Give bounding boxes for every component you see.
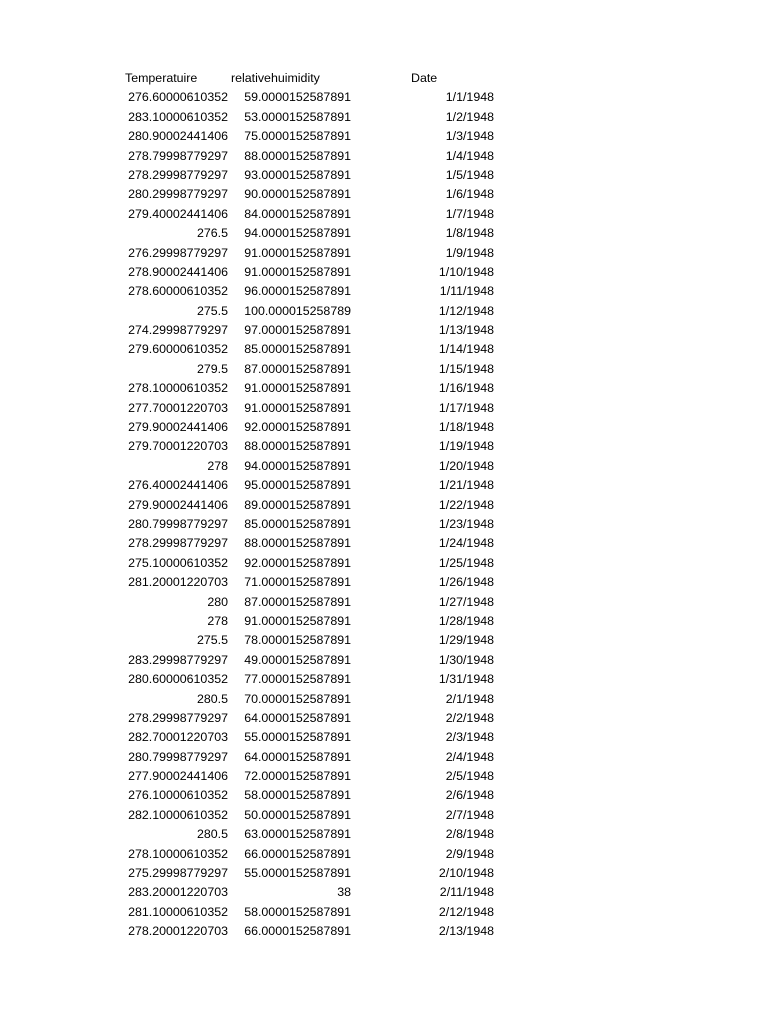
table-row — [0, 437, 768, 456]
cell-date: 1/29/1948 — [438, 633, 494, 648]
cell-temperature: 279.70001220703 — [128, 439, 228, 454]
table-row — [0, 593, 768, 612]
cell-humidity: 78.0000152587891 — [244, 633, 351, 648]
cell-humidity: 88.0000152587891 — [244, 148, 351, 163]
cell-temperature: 276.60000610352 — [128, 90, 228, 105]
cell-humidity: 91.0000152587891 — [244, 264, 351, 279]
cell-temperature: 280.29998779297 — [128, 187, 228, 202]
table-row — [0, 748, 768, 767]
cell-humidity: 91.0000152587891 — [244, 381, 351, 396]
table-row — [0, 903, 768, 922]
cell-date: 2/3/1948 — [445, 730, 494, 745]
cell-temperature: 279.5 — [196, 361, 228, 376]
cell-temperature: 276.29998779297 — [128, 245, 228, 260]
cell-temperature: 281.10000610352 — [128, 904, 228, 919]
table-row — [0, 302, 768, 321]
cell-temperature: 280.60000610352 — [128, 672, 228, 687]
cell-temperature: 278.79998779297 — [128, 148, 228, 163]
cell-date: 1/3/1948 — [445, 129, 494, 144]
cell-temperature: 280.79998779297 — [128, 516, 228, 531]
table-row — [0, 573, 768, 592]
cell-temperature: 276.10000610352 — [128, 788, 228, 803]
cell-temperature: 278.29998779297 — [128, 710, 228, 725]
cell-temperature: 278.10000610352 — [128, 846, 228, 861]
table-row — [0, 845, 768, 864]
cell-temperature: 276.40002441406 — [128, 478, 228, 493]
cell-temperature: 276.5 — [196, 226, 228, 241]
cell-humidity: 94.0000152587891 — [244, 226, 351, 241]
cell-date: 1/26/1948 — [438, 575, 494, 590]
table-row — [0, 127, 768, 146]
cell-humidity: 88.0000152587891 — [244, 536, 351, 551]
cell-temperature: 280.79998779297 — [128, 749, 228, 764]
cell-humidity: 87.0000152587891 — [244, 594, 351, 609]
table-row — [0, 360, 768, 379]
table-row — [0, 515, 768, 534]
cell-date: 1/1/1948 — [445, 90, 494, 105]
cell-humidity: 50.0000152587891 — [244, 807, 351, 822]
cell-temperature: 275.29998779297 — [128, 866, 228, 881]
cell-date: 1/2/1948 — [445, 109, 494, 124]
cell-humidity: 72.0000152587891 — [244, 769, 351, 784]
cell-humidity: 95.0000152587891 — [244, 478, 351, 493]
cell-temperature: 278 — [207, 613, 228, 628]
cell-humidity: 77.0000152587891 — [244, 672, 351, 687]
table-row — [0, 825, 768, 844]
table-row — [0, 612, 768, 631]
table-row — [0, 244, 768, 263]
cell-date: 1/20/1948 — [438, 458, 494, 473]
cell-date: 2/11/1948 — [439, 885, 494, 900]
table-row — [0, 263, 768, 282]
cell-humidity: 90.0000152587891 — [244, 187, 351, 202]
cell-date: 1/16/1948 — [438, 381, 494, 396]
cell-temperature: 274.29998779297 — [128, 323, 228, 338]
table-row — [0, 166, 768, 185]
cell-humidity: 38 — [337, 885, 351, 900]
cell-temperature: 277.70001220703 — [128, 400, 228, 415]
cell-date: 1/12/1948 — [438, 303, 494, 318]
cell-humidity: 100.000015258789 — [244, 303, 351, 318]
table-row — [0, 457, 768, 476]
cell-date: 2/7/1948 — [445, 807, 494, 822]
cell-humidity: 55.0000152587891 — [244, 730, 351, 745]
cell-date: 1/15/1948 — [438, 361, 494, 376]
table-row — [0, 147, 768, 166]
cell-humidity: 92.0000152587891 — [244, 555, 351, 570]
cell-temperature: 283.10000610352 — [128, 109, 228, 124]
header-row — [0, 69, 768, 88]
cell-date: 2/6/1948 — [445, 788, 494, 803]
table-row — [0, 651, 768, 670]
cell-humidity: 89.0000152587891 — [244, 497, 351, 512]
cell-date: 2/10/1948 — [438, 866, 494, 881]
table-row — [0, 883, 768, 902]
cell-date: 1/11/1948 — [439, 284, 494, 299]
cell-humidity: 85.0000152587891 — [244, 342, 351, 357]
table-row — [0, 670, 768, 689]
cell-humidity: 58.0000152587891 — [244, 904, 351, 919]
cell-temperature: 275.5 — [196, 633, 228, 648]
cell-temperature: 278.60000610352 — [128, 284, 228, 299]
cell-humidity: 87.0000152587891 — [244, 361, 351, 376]
cell-humidity: 55.0000152587891 — [244, 866, 351, 881]
cell-date: 1/24/1948 — [438, 536, 494, 551]
cell-humidity: 94.0000152587891 — [244, 458, 351, 473]
cell-temperature: 281.20001220703 — [128, 575, 228, 590]
cell-humidity: 75.0000152587891 — [244, 129, 351, 144]
table-row — [0, 631, 768, 650]
table-row — [0, 340, 768, 359]
cell-humidity: 71.0000152587891 — [244, 575, 351, 590]
cell-date: 2/2/1948 — [445, 710, 494, 725]
header-temperature: Temperatuire — [125, 71, 198, 85]
table-row — [0, 418, 768, 437]
table-row — [0, 379, 768, 398]
table-row — [0, 185, 768, 204]
cell-date: 1/17/1948 — [438, 400, 494, 415]
cell-date: 1/19/1948 — [438, 439, 494, 454]
cell-humidity: 66.0000152587891 — [244, 846, 351, 861]
cell-humidity: 93.0000152587891 — [244, 167, 351, 182]
cell-humidity: 59.0000152587891 — [244, 90, 351, 105]
cell-humidity: 70.0000152587891 — [244, 691, 351, 706]
cell-temperature: 278.10000610352 — [128, 381, 228, 396]
cell-date: 1/13/1948 — [438, 323, 494, 338]
cell-date: 1/14/1948 — [438, 342, 494, 357]
table-row — [0, 709, 768, 728]
cell-humidity: 49.0000152587891 — [244, 652, 351, 667]
table-row — [0, 476, 768, 495]
cell-date: 1/31/1948 — [438, 672, 494, 687]
cell-temperature: 279.90002441406 — [128, 420, 228, 435]
table-row — [0, 767, 768, 786]
cell-temperature: 278.29998779297 — [128, 536, 228, 551]
table-row — [0, 108, 768, 127]
cell-date: 1/28/1948 — [438, 613, 494, 628]
table-row — [0, 728, 768, 747]
cell-humidity: 84.0000152587891 — [244, 206, 351, 221]
cell-date: 1/27/1948 — [438, 594, 494, 609]
cell-date: 1/10/1948 — [438, 264, 494, 279]
table-row — [0, 864, 768, 883]
cell-humidity: 58.0000152587891 — [244, 788, 351, 803]
cell-temperature: 283.29998779297 — [128, 652, 228, 667]
cell-temperature: 278.90002441406 — [128, 264, 228, 279]
cell-date: 2/4/1948 — [445, 749, 494, 764]
cell-humidity: 64.0000152587891 — [244, 710, 351, 725]
cell-date: 1/21/1948 — [438, 478, 494, 493]
table-row — [0, 922, 768, 941]
cell-temperature: 275.10000610352 — [128, 555, 228, 570]
cell-date: 2/5/1948 — [445, 769, 494, 784]
cell-date: 1/9/1948 — [445, 245, 494, 260]
cell-humidity: 91.0000152587891 — [244, 400, 351, 415]
table-row — [0, 806, 768, 825]
cell-date: 1/6/1948 — [445, 187, 494, 202]
table-row — [0, 399, 768, 418]
cell-humidity: 53.0000152587891 — [244, 109, 351, 124]
data-table — [0, 69, 768, 942]
cell-temperature: 275.5 — [196, 303, 228, 318]
cell-humidity: 64.0000152587891 — [244, 749, 351, 764]
cell-temperature: 279.40002441406 — [128, 206, 228, 221]
cell-temperature: 280 — [207, 594, 228, 609]
cell-date: 1/30/1948 — [438, 652, 494, 667]
cell-temperature: 277.90002441406 — [128, 769, 228, 784]
cell-date: 2/1/1948 — [445, 691, 494, 706]
table-row — [0, 282, 768, 301]
cell-temperature: 280.5 — [196, 827, 228, 842]
table-row — [0, 554, 768, 573]
cell-date: 1/8/1948 — [445, 226, 494, 241]
table-row — [0, 205, 768, 224]
table-row — [0, 88, 768, 107]
cell-temperature: 279.90002441406 — [128, 497, 228, 512]
cell-humidity: 85.0000152587891 — [244, 516, 351, 531]
cell-date: 1/7/1948 — [445, 206, 494, 221]
cell-temperature: 278.29998779297 — [128, 167, 228, 182]
header-humidity: relativehuimidity — [231, 71, 320, 85]
cell-date: 1/18/1948 — [438, 420, 494, 435]
table-row — [0, 786, 768, 805]
cell-date: 2/9/1948 — [445, 846, 494, 861]
cell-date: 1/4/1948 — [445, 148, 494, 163]
cell-date: 1/22/1948 — [438, 497, 494, 512]
cell-humidity: 97.0000152587891 — [244, 323, 351, 338]
cell-humidity: 91.0000152587891 — [244, 613, 351, 628]
cell-temperature: 278.20001220703 — [128, 924, 228, 939]
cell-humidity: 66.0000152587891 — [244, 924, 351, 939]
cell-temperature: 278 — [207, 458, 228, 473]
cell-date: 2/12/1948 — [438, 904, 494, 919]
cell-temperature: 282.10000610352 — [128, 807, 228, 822]
cell-humidity: 92.0000152587891 — [244, 420, 351, 435]
cell-date: 1/5/1948 — [445, 167, 494, 182]
cell-temperature: 280.90002441406 — [128, 129, 228, 144]
cell-humidity: 88.0000152587891 — [244, 439, 351, 454]
cell-date: 2/8/1948 — [445, 827, 494, 842]
cell-temperature: 282.70001220703 — [128, 730, 228, 745]
header-date: Date — [411, 71, 438, 85]
cell-date: 1/23/1948 — [438, 516, 494, 531]
cell-temperature: 283.20001220703 — [128, 885, 228, 900]
table-row — [0, 224, 768, 243]
table-row — [0, 321, 768, 340]
cell-date: 1/25/1948 — [438, 555, 494, 570]
table-row — [0, 690, 768, 709]
cell-temperature: 280.5 — [196, 691, 228, 706]
cell-humidity: 91.0000152587891 — [244, 245, 351, 260]
cell-temperature: 279.60000610352 — [128, 342, 228, 357]
cell-date: 2/13/1948 — [438, 924, 494, 939]
table-row — [0, 534, 768, 553]
table-row — [0, 496, 768, 515]
cell-humidity: 96.0000152587891 — [244, 284, 351, 299]
cell-humidity: 63.0000152587891 — [244, 827, 351, 842]
table-body — [0, 88, 768, 941]
